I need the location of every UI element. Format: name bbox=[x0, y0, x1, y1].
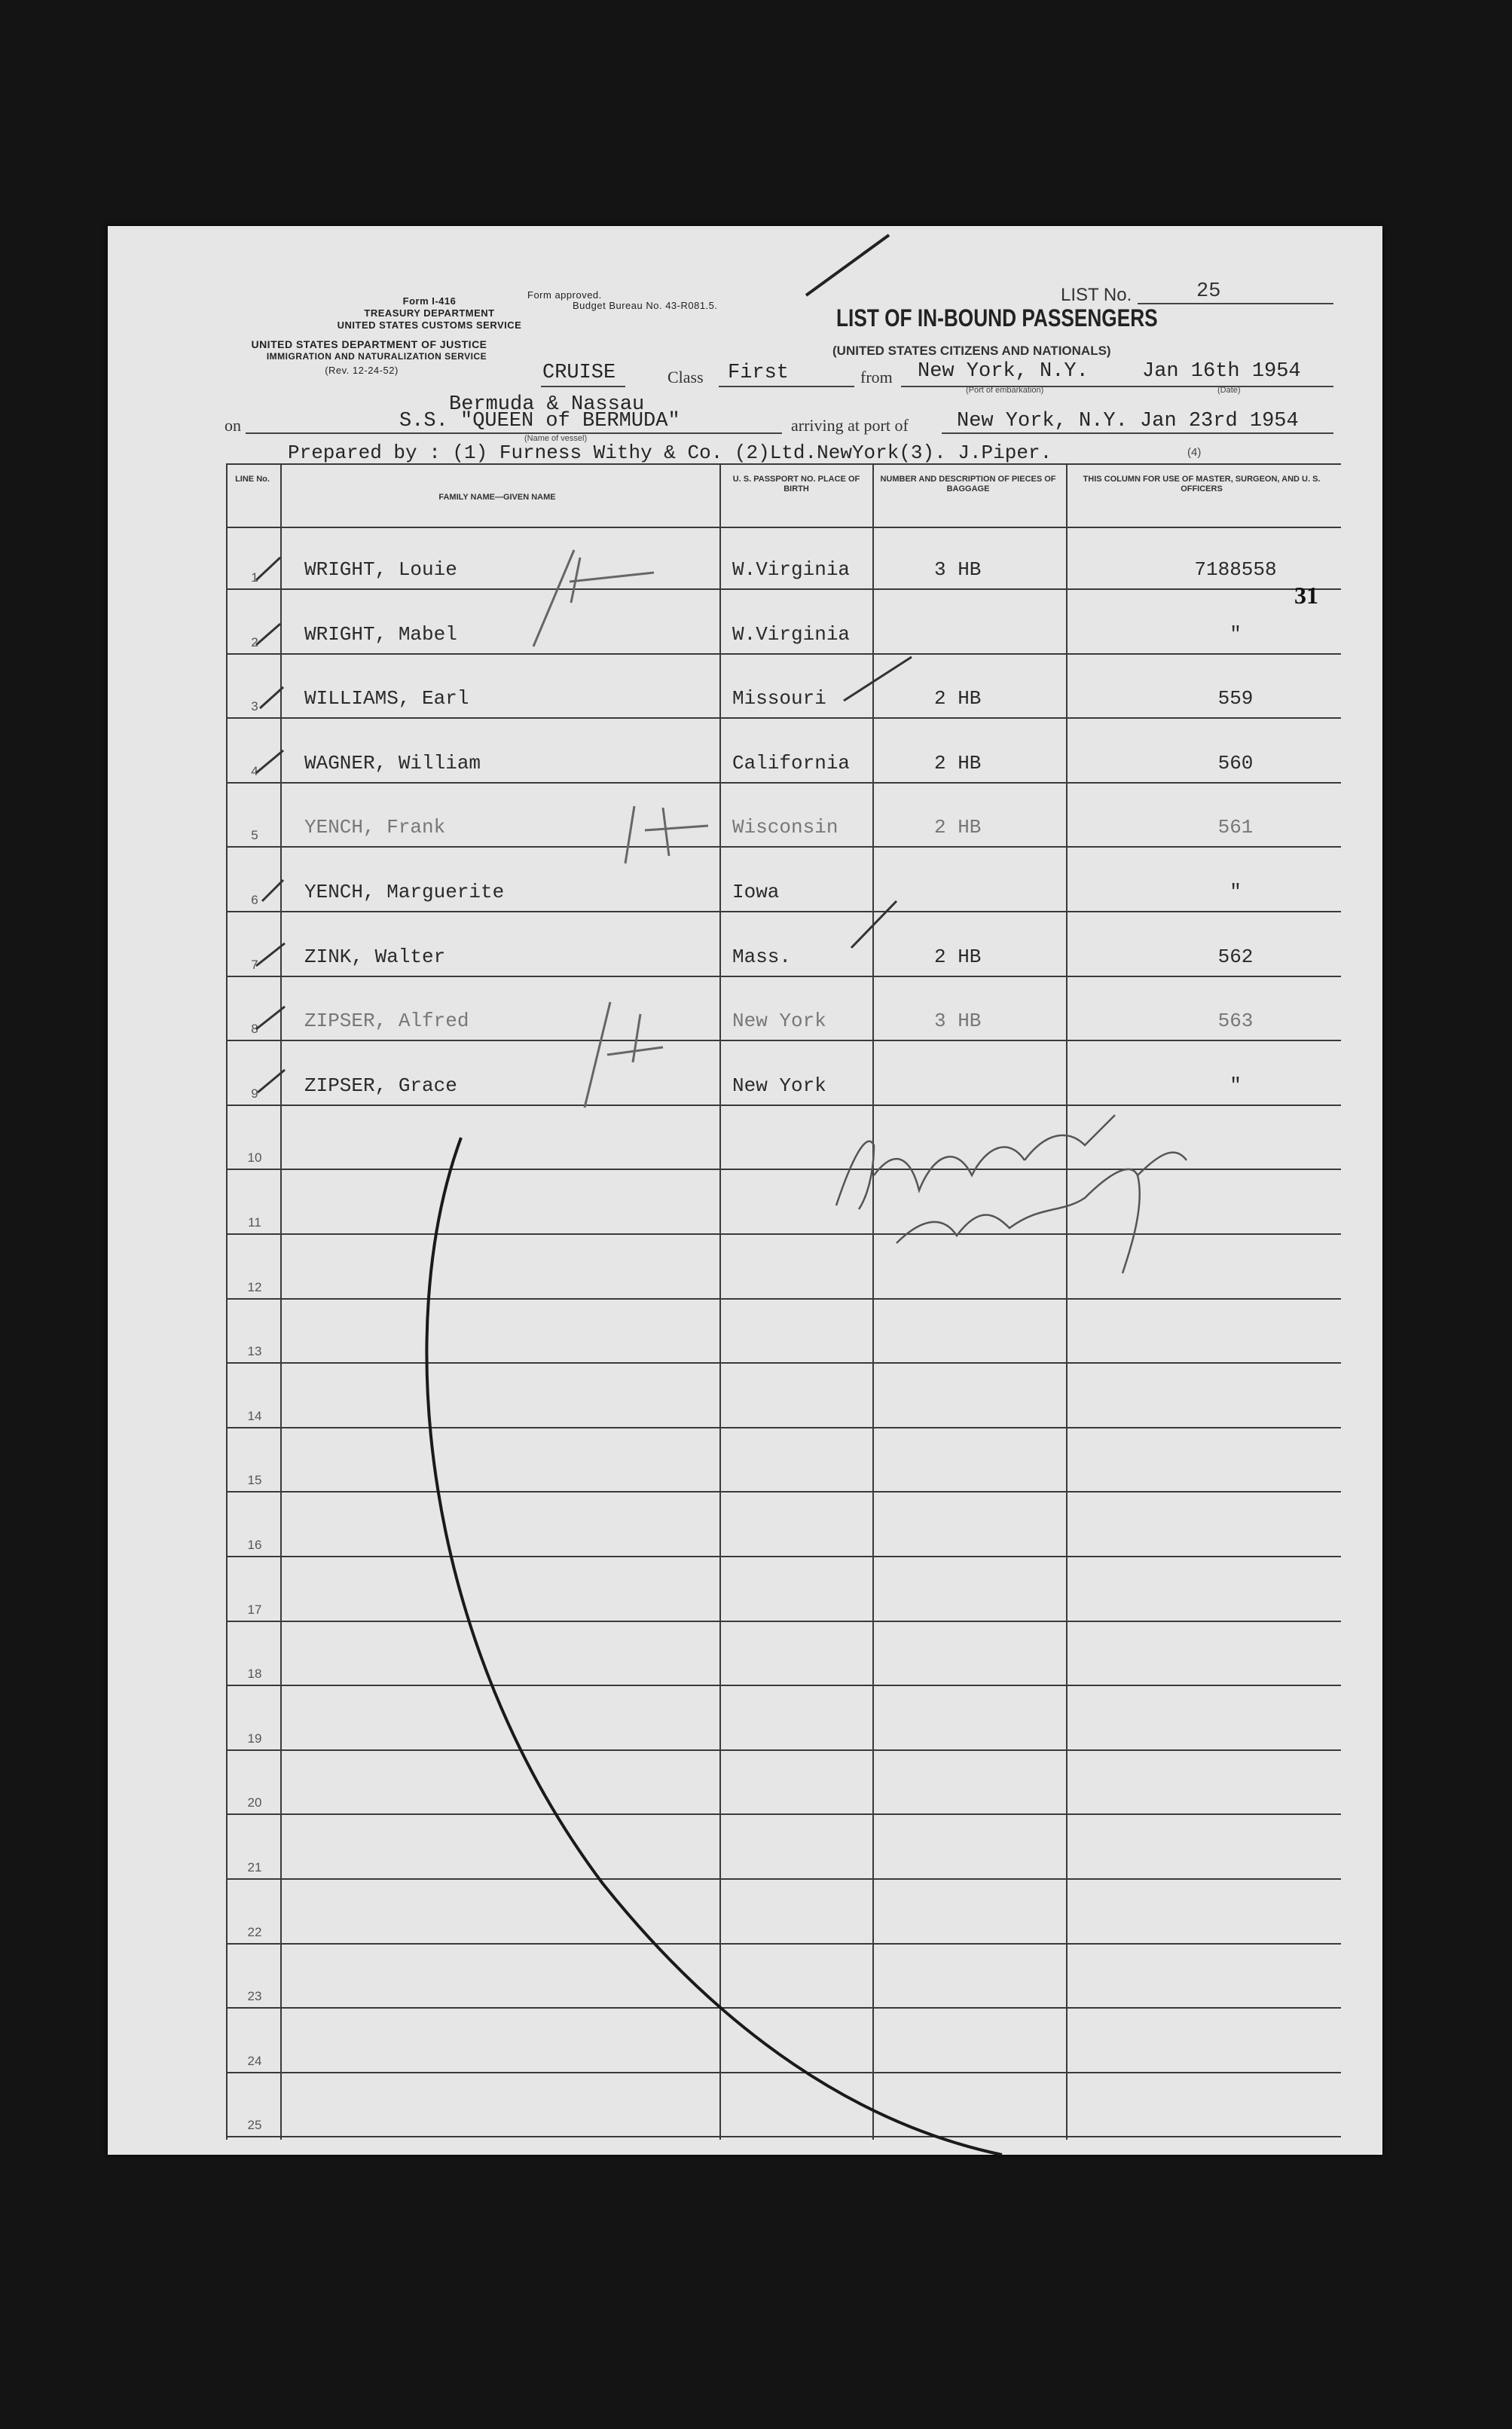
passenger-name: ZINK, Walter bbox=[304, 945, 446, 968]
line-number: 19 bbox=[247, 1731, 262, 1746]
port-of-embarkation: New York, N.Y. bbox=[918, 360, 1089, 383]
passenger-name: ZIPSER, Grace bbox=[304, 1074, 457, 1097]
line-number: 22 bbox=[247, 1924, 262, 1939]
line-number: 23 bbox=[247, 1989, 262, 2004]
officer-column: 559 bbox=[1217, 687, 1254, 710]
col-header-passport: U. S. PASSPORT NO. PLACE OF BIRTH bbox=[732, 475, 860, 493]
line-number: 15 bbox=[247, 1473, 262, 1488]
page-title: LIST OF IN-BOUND PASSENGERS bbox=[836, 304, 1158, 332]
line-number: 7 bbox=[251, 957, 258, 972]
line-number: 11 bbox=[248, 1215, 261, 1230]
immigration-service: IMMIGRATION AND NATURALIZATION SERVICE bbox=[266, 351, 487, 362]
passenger-name: WAGNER, William bbox=[304, 751, 481, 775]
port-caption: (Port of embarkation) bbox=[966, 386, 1044, 395]
class-value: First bbox=[728, 362, 790, 384]
col-header-name: FAMILY NAME—GIVEN NAME bbox=[438, 493, 556, 502]
col-header-baggage: NUMBER AND DESCRIPTION OF PIECES OF BAGGAGE bbox=[880, 475, 1056, 493]
line-number: 13 bbox=[247, 1344, 262, 1359]
line-number: 16 bbox=[247, 1538, 262, 1552]
officer-column: 562 bbox=[1217, 945, 1254, 968]
passenger-name: WRIGHT, Louie bbox=[304, 558, 457, 581]
cancellation-arc bbox=[426, 1138, 1002, 2155]
baggage-pieces: 2 HB bbox=[934, 816, 982, 839]
line-number: 24 bbox=[247, 2053, 262, 2068]
passenger-name: ZIPSER, Alfred bbox=[304, 1010, 469, 1033]
line-number: 25 bbox=[247, 2118, 262, 2133]
line-number: 4 bbox=[251, 763, 258, 778]
line-number: 20 bbox=[247, 1795, 262, 1810]
customs-service: UNITED STATES CUSTOMS SERVICE bbox=[337, 319, 522, 331]
place-of-birth: Iowa bbox=[732, 881, 780, 903]
line-number: 21 bbox=[247, 1860, 262, 1874]
passenger-name: YENCH, Frank bbox=[304, 816, 446, 839]
date-caption: (Date) bbox=[1217, 386, 1241, 395]
vessel-caption: (Name of vessel) bbox=[524, 434, 588, 443]
officer-column: 7188558 bbox=[1194, 558, 1277, 581]
officer-column: " bbox=[1229, 622, 1242, 646]
departure-date: Jan 16th 1954 bbox=[1142, 360, 1301, 383]
class-label: Class bbox=[667, 368, 704, 387]
arriving-label: arriving at port of bbox=[791, 416, 909, 435]
treasury-department: TREASURY DEPARTMENT bbox=[364, 307, 495, 319]
baggage-pieces: 2 HB bbox=[934, 687, 982, 710]
from-label: from bbox=[860, 368, 893, 387]
revision-date: (Rev. 12-24-52) bbox=[325, 365, 399, 376]
voyage-type: CRUISE bbox=[542, 362, 616, 384]
justice-department: UNITED STATES DEPARTMENT OF JUSTICE bbox=[251, 338, 487, 350]
line-number: 8 bbox=[251, 1022, 258, 1037]
baggage-pieces: 2 HB bbox=[934, 945, 982, 968]
baggage-pieces: 3 HB bbox=[934, 1010, 982, 1033]
place-of-birth: W.Virginia bbox=[732, 622, 851, 646]
form-approved: Form approved. bbox=[527, 289, 602, 301]
line-number: 3 bbox=[251, 699, 258, 714]
place-of-birth: Wisconsin bbox=[732, 816, 838, 839]
officer-column: 563 bbox=[1217, 1010, 1254, 1033]
place-of-birth: California bbox=[732, 751, 851, 775]
col-header-line-no: LINE No. bbox=[235, 475, 270, 484]
line-number: 9 bbox=[251, 1086, 258, 1101]
form-number: Form I-416 bbox=[402, 295, 457, 307]
line-number: 12 bbox=[247, 1279, 262, 1294]
line-number: 18 bbox=[247, 1667, 262, 1682]
line-number: 14 bbox=[247, 1408, 262, 1423]
place-of-birth: Mass. bbox=[732, 945, 792, 968]
route: Bermuda & Nassau bbox=[449, 393, 645, 416]
passenger-name: WILLIAMS, Earl bbox=[304, 687, 469, 710]
tick-mark bbox=[806, 235, 889, 295]
line-number: 6 bbox=[251, 893, 258, 907]
list-number: 25 bbox=[1196, 280, 1221, 303]
prepared-by: Prepared by : (1) Furness Withy & Co. (2)Ltd.NewYork(3). J.Piper. bbox=[288, 441, 1052, 464]
prepared-by-4: (4) bbox=[1187, 446, 1202, 459]
vessel-name: S.S. "QUEEN of BERMUDA" bbox=[399, 410, 680, 432]
baggage-pieces: 2 HB bbox=[934, 751, 982, 775]
officer-column: " bbox=[1229, 1074, 1242, 1097]
list-no-label: LIST No. bbox=[1061, 285, 1132, 305]
line-number: 2 bbox=[251, 634, 258, 649]
place-of-birth: New York bbox=[732, 1010, 826, 1033]
line-number: 5 bbox=[251, 828, 258, 843]
arrival-port-date: New York, N.Y. Jan 23rd 1954 bbox=[957, 410, 1299, 432]
col-header-officers: THIS COLUMN FOR USE OF MASTER, SURGEON, AND U. S. OFFICERS bbox=[1083, 475, 1321, 493]
on-label: on bbox=[225, 416, 241, 435]
place-of-birth: New York bbox=[732, 1074, 826, 1097]
page-number: 31 bbox=[1294, 582, 1318, 609]
line-number: 10 bbox=[247, 1150, 262, 1166]
place-of-birth: Missouri bbox=[732, 687, 826, 710]
line-number: 17 bbox=[247, 1602, 262, 1617]
budget-bureau-no: Budget Bureau No. 43-R081.5. bbox=[573, 300, 718, 311]
page-subtitle: (UNITED STATES CITIZENS AND NATIONALS) bbox=[832, 344, 1111, 358]
officer-column: " bbox=[1229, 881, 1242, 903]
officer-column: 560 bbox=[1217, 751, 1254, 775]
passenger-name: WRIGHT, Mabel bbox=[304, 622, 457, 646]
passenger-name: YENCH, Marguerite bbox=[304, 881, 505, 903]
line-number: 1 bbox=[251, 570, 258, 585]
officer-column: 561 bbox=[1217, 816, 1254, 839]
baggage-pieces: 3 HB bbox=[934, 558, 982, 581]
place-of-birth: W.Virginia bbox=[732, 558, 851, 581]
